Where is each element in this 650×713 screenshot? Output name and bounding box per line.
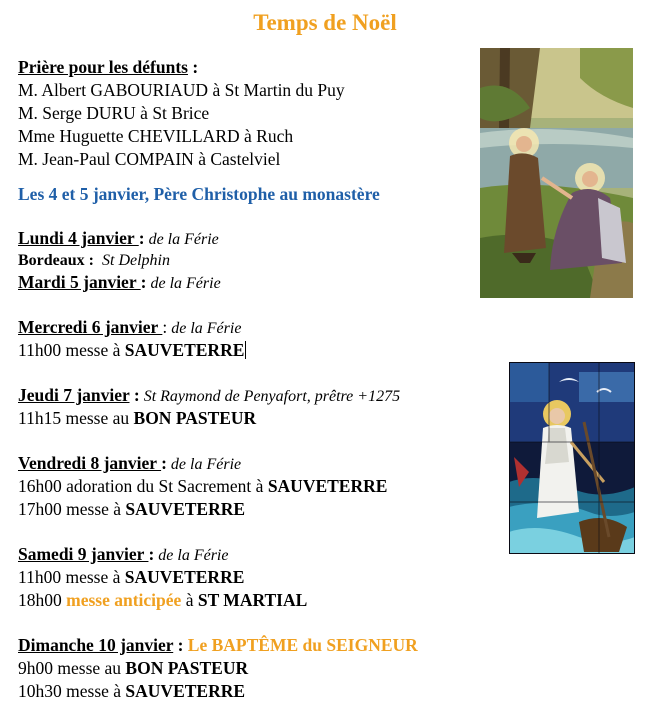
day-jeudi [18, 384, 478, 407]
day-colon: : [129, 385, 140, 405]
mass-line [18, 657, 478, 680]
prayer-name: M. Jean-Paul COMPAIN à Castelviel [18, 149, 281, 169]
day-colon: : [148, 544, 155, 564]
day-label: Vendredi 8 janvier [18, 453, 162, 473]
mass-time: 18h00 [18, 590, 67, 610]
day-feast: de la Férie [144, 231, 219, 248]
bordeaux-label: Bordeaux : [18, 252, 94, 269]
day-feast: de la Férie [166, 456, 242, 473]
mass-place: ST MARTIAL [197, 590, 308, 610]
stained-glass-saint-image [509, 362, 635, 554]
notice-text: Les 4 et 5 janvier, Père Christophe au monastère [18, 184, 380, 204]
mass-time: 16h00 adoration du St Sacrement à [18, 476, 268, 496]
day-feast: St Raymond de Penyafort, prêtre +1275 [139, 388, 401, 405]
day-label: Jeudi 7 janvier [18, 385, 130, 405]
day-feast: de la Férie [146, 275, 221, 292]
prayer-colon: : [187, 57, 199, 77]
mass-time: 11h00 messe à [18, 567, 125, 587]
mass-time: 11h15 messe au [18, 408, 134, 428]
mass-line [18, 680, 478, 703]
mass-place: SAUVETERRE [125, 681, 246, 701]
day-label: Samedi 9 janvier [18, 544, 149, 564]
mass-time: 9h00 messe au [18, 658, 126, 678]
day-label: Mardi 5 janvier [18, 272, 141, 292]
day-vendredi [18, 452, 478, 475]
page-title: Temps de Noël [253, 10, 397, 35]
mass-line [18, 498, 478, 521]
day-label: Mercredi 6 janvier [18, 317, 163, 337]
mass-line [18, 407, 478, 430]
mass-time: 10h30 messe à [18, 681, 126, 701]
mass-line [18, 589, 478, 612]
mass-time: 17h00 messe à [18, 499, 126, 519]
day-bordeaux [18, 249, 478, 271]
bordeaux-feast: St Delphin [102, 252, 170, 269]
mass-place: SAUVETERRE [125, 499, 246, 519]
day-mercredi [18, 316, 478, 339]
prayer-name: M. Albert GABOURIAUD à St Martin du Puy [18, 80, 345, 100]
text-cursor [245, 341, 246, 359]
schedule-content [18, 56, 478, 703]
prayer-name: M. Serge DURU à St Brice [18, 103, 210, 123]
saints-painting-image [480, 48, 633, 298]
mass-place: BON PASTEUR [125, 658, 249, 678]
day-colon: : [161, 453, 167, 473]
mass-line [18, 475, 478, 498]
prayer-heading-line [18, 56, 478, 79]
day-feast: Le BAPTÊME du SEIGNEUR [183, 635, 418, 655]
day-label: Lundi 4 janvier [18, 228, 139, 248]
day-colon: : [140, 272, 147, 292]
mass-highlight: messe anticipée [66, 590, 182, 610]
day-lundi [18, 227, 478, 249]
mass-place: BON PASTEUR [133, 408, 257, 428]
day-feast: de la Férie [167, 320, 242, 337]
day-colon: : [162, 317, 168, 337]
prayer-name: Mme Huguette CHEVILLARD à Ruch [18, 126, 294, 146]
prayer-heading: Prière pour les défunts [18, 57, 188, 77]
day-feast: de la Férie [154, 547, 229, 564]
day-dimanche [18, 634, 478, 657]
day-colon: : [173, 635, 184, 655]
mass-line [18, 339, 478, 362]
mass-place: SAUVETERRE [267, 476, 388, 496]
mass-place: SAUVETERRE [124, 567, 245, 587]
mass-connector: à [181, 590, 198, 610]
day-colon: : [138, 228, 145, 248]
mass-time: 11h00 messe à [18, 340, 125, 360]
mass-line [18, 566, 478, 589]
day-label: Dimanche 10 janvier [18, 635, 174, 655]
mass-place: SAUVETERRE [124, 340, 245, 360]
day-samedi [18, 543, 478, 566]
day-mardi [18, 271, 478, 294]
